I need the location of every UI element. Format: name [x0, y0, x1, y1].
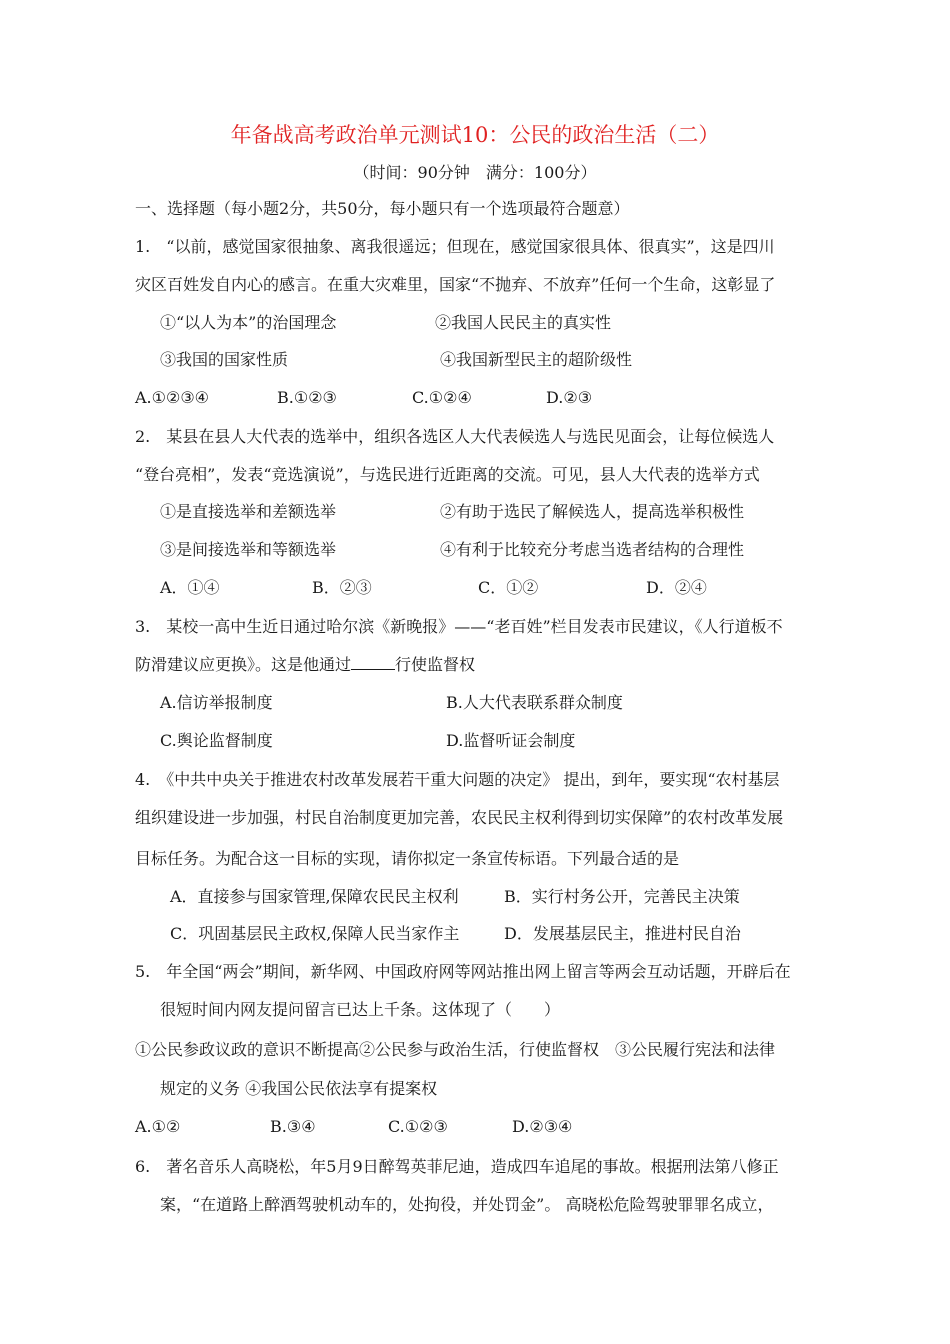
q5-options-line1: ①公民参政议政的意识不断提高②公民参与政治生活，行使监督权 ③公民履行宪法和法律 — [135, 1040, 776, 1059]
section-heading: 一、选择题（每小题2分，共50分，每小题只有一个选项最符合题意） — [135, 199, 630, 218]
q1-stem-line1: 1. “以前，感觉国家很抽象、离我很遥远；但现在，感觉国家很具体、很真实”，这是四川 — [135, 237, 775, 256]
q3-choice-b: B.人大代表联系群众制度 — [446, 693, 623, 712]
q2-choice-d: D．②④ — [646, 578, 707, 597]
q1-choice-d: D.②③ — [546, 388, 593, 407]
q4-stem-line3: 目标任务。为配合这一目标的实现，请你拟定一条宣传标语。下列最合适的是 — [135, 849, 680, 868]
exam-subtitle: （时间：90分钟 满分：100分） — [353, 163, 597, 182]
q5-choice-c: C.①②③ — [388, 1117, 448, 1136]
q1-stem-line2: 灾区百姓发自内心的感言。在重大灾难里，国家“不抛弃、不放弃”任何一个生命，这彰显了 — [135, 275, 776, 294]
q2-option-4: ④有利于比较充分考虑当选者结构的合理性 — [440, 540, 745, 559]
q3-choice-a: A.信访举报制度 — [160, 693, 273, 712]
answer-blank — [351, 655, 395, 670]
q3-stem-text-a: 防滑建议应更换》。这是他通过 — [135, 655, 352, 674]
q2-option-1: ①是直接选举和差额选举 — [160, 502, 337, 521]
q1-option-3: ③我国的国家性质 — [160, 350, 289, 369]
q4-choice-d: D．发展基层民主，推进村民自治 — [504, 924, 741, 943]
q3-stem-text-b: 行使监督权 — [395, 655, 476, 674]
q4-choice-a: A．直接参与国家管理,保障农民民主权利 — [170, 887, 459, 906]
q6-stem-line1: 6. 著名音乐人高晓松，年5月9日醉驾英菲尼迪，造成四车追尾的事故。根据刑法第八修正 — [135, 1157, 779, 1176]
q5-choice-a: A.①② — [135, 1117, 181, 1136]
q2-stem-line1: 2. 某县在县人大代表的选举中，组织各选区人大代表候选人与选民见面会，让每位候选人 — [135, 427, 775, 446]
q1-choice-a: A.①②③④ — [135, 388, 210, 407]
q5-choice-b: B.③④ — [270, 1117, 316, 1136]
q4-stem-line2: 组织建设进一步加强，村民自治制度更加完善，农民民主权利得到切实保障”的农村改革发展 — [135, 808, 784, 827]
q1-option-4: ④我国新型民主的超阶级性 — [440, 350, 633, 369]
q5-stem-line1: 5. 年全国“两会”期间，新华网、中国政府网等网站推出网上留言等两会互动话题，开辟后在 — [135, 962, 791, 981]
q6-stem-line2: 案，“在道路上醉酒驾驶机动车的，处拘役，并处罚金”。 高晓松危险驾驶罪罪名成立， — [160, 1195, 774, 1214]
q4-choice-c: C．巩固基层民主政权,保障人民当家作主 — [170, 924, 460, 943]
q5-choice-d: D.②③④ — [512, 1117, 573, 1136]
q1-choice-c: C.①②④ — [412, 388, 472, 407]
q2-choice-c: C．①② — [478, 578, 539, 597]
q2-stem-line2: “登台亮相”，发表“竞选演说”，与选民进行近距离的交流。可见，县人大代表的选举方式 — [135, 465, 760, 484]
q2-option-3: ③是间接选举和等额选举 — [160, 540, 337, 559]
q3-stem-line2 — [135, 655, 475, 675]
q2-option-2: ②有助于选民了解候选人，提高选举积极性 — [440, 502, 745, 521]
q4-choice-b: B．实行村务公开，完善民主决策 — [504, 887, 740, 906]
q1-option-1: ①“以人为本”的治国理念 — [160, 313, 337, 332]
q1-option-2: ②我国人民民主的真实性 — [435, 313, 612, 332]
q3-choice-c: C.舆论监督制度 — [160, 731, 273, 750]
q4-stem-line1: 4. 《中共中央关于推进农村改革发展若干重大问题的决定》 提出，到年，要实现“农村基层 — [135, 770, 780, 789]
q1-choice-b: B.①②③ — [277, 388, 337, 407]
q2-choice-a: A．①④ — [160, 578, 220, 597]
q5-options-line2: 规定的义务 ④我国公民依法享有提案权 — [160, 1079, 438, 1098]
q3-stem-line1: 3. 某校一高中生近日通过哈尔滨《新晚报》——“老百姓”栏目发表市民建议，《人行道板不 — [135, 617, 783, 636]
q3-choice-d: D.监督听证会制度 — [446, 731, 576, 750]
exam-title: 年备战高考政治单元测试10：公民的政治生活（二） — [230, 123, 720, 147]
q2-choice-b: B．②③ — [312, 578, 372, 597]
q5-stem-line2: 很短时间内网友提问留言已达上千条。这体现了（ ） — [160, 1000, 561, 1019]
